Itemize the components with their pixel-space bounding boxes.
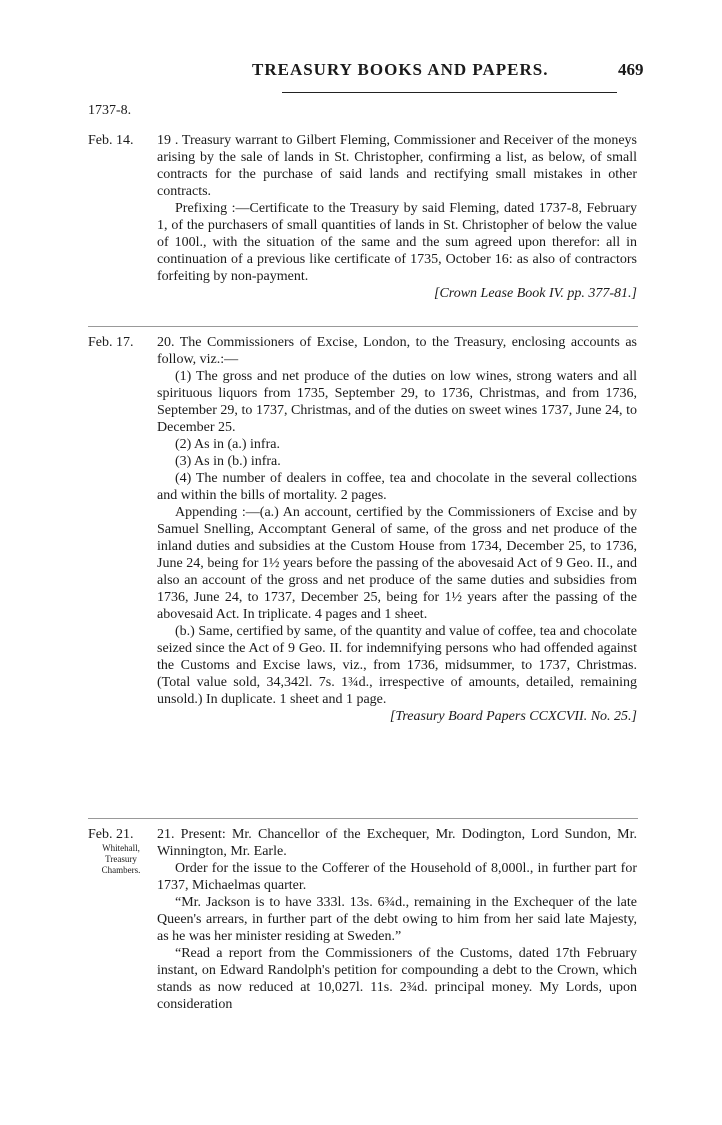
year-heading: 1737-8. — [88, 103, 132, 118]
entry-divider — [88, 818, 638, 819]
entry-19 — [157, 132, 637, 302]
entry-paragraph: 19 . Treasury warrant to Gilbert Fleming, Commissioner and Receiver of the moneys arising by the sale of lands in St. Christopher, confirming a list, as below, of small contracts for the purchase of said lands and rectifying small mistakes in other contracts. — [157, 133, 637, 199]
entry-21 — [157, 826, 637, 1013]
entry-date: Feb. 21. — [88, 827, 134, 842]
entry-reference: [Crown Lease Book IV. pp. 377-81.] — [434, 286, 637, 301]
entry-divider — [88, 326, 638, 327]
entry-paragraph: “Mr. Jackson is to have 333l. 13s. 6¾d., remaining in the Exchequer of the late Queen's arrears, in further part of the debt owing to him from her said late Majesty, as he was her minister residing at Sweden.” — [157, 895, 637, 944]
header-rule — [282, 92, 617, 93]
entry-paragraph: (3) As in (b.) infra. — [175, 454, 281, 469]
running-header-title: TREASURY BOOKS AND PAPERS. — [252, 60, 549, 79]
entry-paragraph: Appending :—(a.) An account, certified by the Commissioners of Excise and by Samuel Snelling, Accomptant General of same, of the gross and net produce of the inland duties and subsidies at the Custom House from 1734, December 25, to 1736, June 24, being for 1½ years before the passing of the abovesaid Act of 9 Geo. II., and also an account of the gross and net produce of the same duties and subsidies from 1736, June 24, to 1737, December 25, being for 1½ years after the passing of the abovesaid Act. In triplicate. 4 pages and 1 sheet. — [157, 505, 637, 622]
entry-date: Feb. 14. — [88, 133, 134, 148]
entry-reference: [Treasury Board Papers CCXCVII. No. 25.] — [389, 709, 637, 724]
entry-paragraph: Order for the issue to the Cofferer of the Household of 8,000l., in further part for 1737, Michaelmas quarter. — [157, 861, 637, 893]
entry-paragraph: “Read a report from the Commissioners of the Customs, dated 17th February instant, on Edward Randolph's petition for compounding a debt to the Crown, which stands as now reduced at 10,027l. 11s. 2¾d. principal money. My Lords, upon consideration — [157, 946, 637, 1012]
entry-paragraph: (1) The gross and net produce of the duties on low wines, strong waters and all spirituous liquors from 1735, September 29, to 1736, Christmas, and from 1736, September 29, to 1737, Christmas, and of the duties on sweet wines 1737, June 24, to December 25. — [157, 369, 637, 435]
entry-date: Feb. 17. — [88, 335, 134, 350]
entry-paragraph: (4) The number of dealers in coffee, tea and chocolate in the several collections and within the bills of mortality. 2 pages. — [157, 471, 637, 503]
entry-place: Whitehall, Treasury Chambers. — [101, 843, 141, 875]
entry-paragraph: 20. The Commissioners of Excise, London, to the Treasury, enclosing accounts as follow, viz.:— — [157, 335, 637, 367]
entry-paragraph: 21. Present: Mr. Chancellor of the Exchequer, Mr. Dodington, Lord Sundon, Mr. Winnington, Mr. Earle. — [157, 827, 637, 859]
entry-paragraph: (2) As in (a.) infra. — [175, 437, 280, 452]
entry-paragraph: (b.) Same, certified by same, of the quantity and value of coffee, tea and chocolate seized since the Act of 9 Geo. II. for indemnifying persons who had offended against the Customs and Excise laws, viz., from 1736, midsummer, to 1737, Christmas. (Total value sold, 34,342l. 7s. 1¾d., irrespective of amounts, detailed, remaining unsold.) In duplicate. 1 sheet and 1 page. — [157, 624, 637, 707]
entry-paragraph: Prefixing :—Certificate to the Treasury by said Fleming, dated 1737-8, February 1, of the purchasers of small quantities of lands in St. Christopher of below the value of 100l., with the situation of the same and the sum agreed upon therefor: all in continuation of a previous like certificate of 1735, October 16: as also of contractors forfeiting by non-payment. — [157, 201, 637, 284]
entry-20 — [157, 334, 637, 725]
page-number: 469 — [618, 60, 644, 79]
